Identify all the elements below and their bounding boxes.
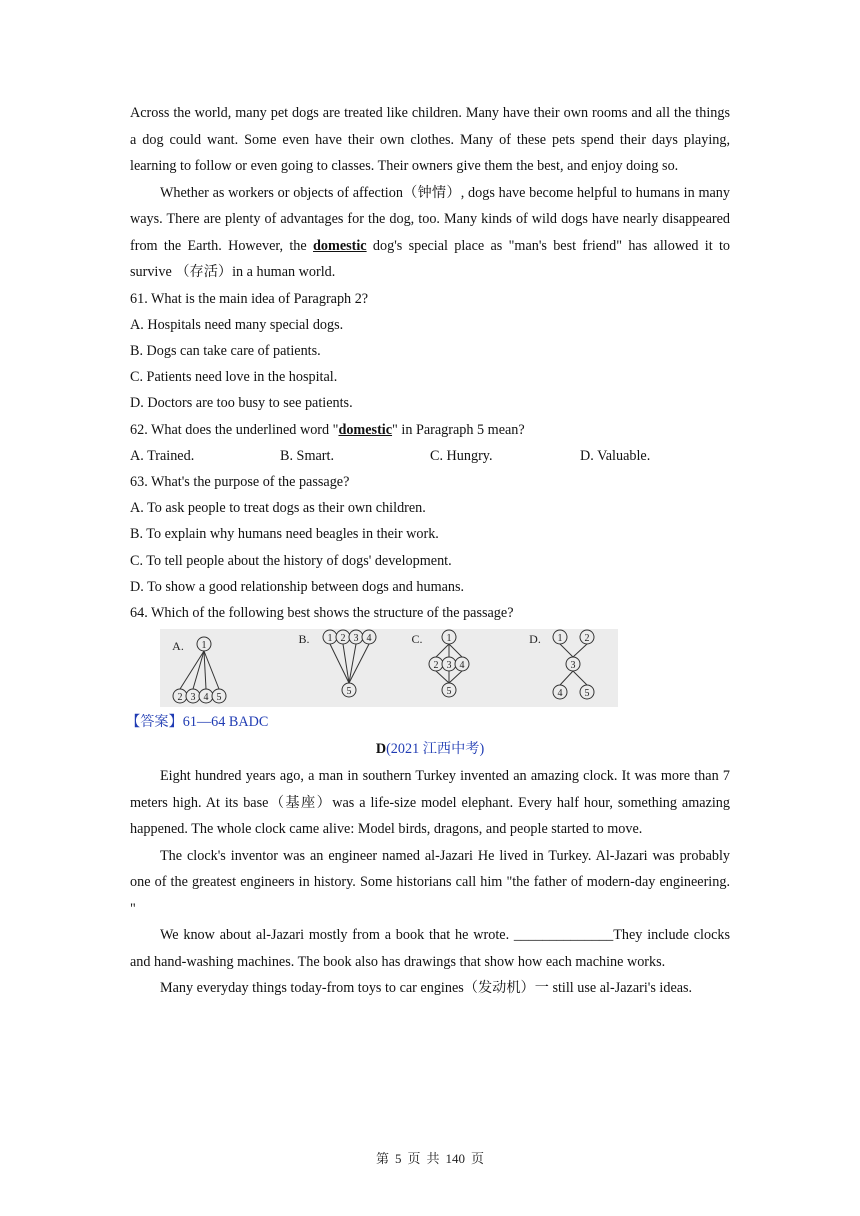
passage-d-paragraph-1: Eight hundred years ago, a man in southern Turkey invented an amazing clock. It was more than 7 meters high. At its base（基座）was a life-size model elephant. Every half hour, something amazing happened. The whole clock came alive: Model birds, dragons, and people started to move.: [130, 768, 730, 838]
svg-text:3: 3: [446, 660, 452, 672]
structure-diagram-image: [160, 629, 618, 707]
question-63-option-d: D. To show a good relationship between dogs and humans.: [130, 578, 465, 595]
question-62-option-d: D. Valuable.: [580, 447, 651, 464]
svg-text:3: 3: [353, 633, 359, 645]
question-61-option-c: C. Patients need love in the hospital.: [130, 369, 338, 386]
question-63-option-a: A. To ask people to treat dogs as their own children.: [130, 500, 426, 517]
paragraph-2-text-a: Whether as workers or objects of affection（钟情）, dogs have become helpful to humans in many ways. There are plenty of advantages for the dog, too. Many kinds of wild dogs have nearly disappeared from the Earth. However, the: [130, 184, 730, 254]
question-62-stem: [130, 417, 730, 443]
svg-text:1: 1: [327, 633, 333, 645]
svg-text:4: 4: [557, 688, 563, 700]
paragraph-1: Across the world, many pet dogs are treated like children. Many have their own rooms and all the things a dog could want. Some even have their own clothes. Many of these pets spend their days playing, learning to follow or even going to classes. Their owners give them the best, and enjoy doing so.: [130, 105, 730, 174]
paragraph-2: [130, 180, 730, 286]
svg-text:3: 3: [570, 660, 576, 672]
svg-text:4: 4: [203, 692, 209, 704]
question-63-option-c: C. To tell people about the history of dogs' development.: [130, 552, 452, 569]
svg-text:2: 2: [177, 692, 183, 704]
structure-diagram: [160, 629, 618, 707]
svg-text:5: 5: [446, 686, 452, 698]
question-63-stem: 63. What's the purpose of the passage?: [130, 473, 350, 490]
svg-text:5: 5: [216, 692, 222, 704]
question-61-stem: 61. What is the main idea of Paragraph 2?: [130, 290, 369, 307]
page-total: 140: [445, 1151, 466, 1166]
svg-text:5: 5: [584, 688, 590, 700]
question-62-stem-a: 62. What does the underlined word ": [130, 421, 339, 438]
diagram-label-c: C.: [411, 632, 423, 647]
question-61-option-d: D. Doctors are too busy to see patients.: [130, 395, 353, 412]
question-61-option-a: A. Hospitals need many special dogs.: [130, 316, 344, 333]
page-footer: 第 5 页 共 140 页: [375, 1151, 485, 1166]
section-letter: D: [375, 741, 387, 758]
question-62-options: [130, 443, 730, 469]
document-body: [126, 100, 730, 1002]
underlined-word-domestic: domestic: [313, 237, 367, 254]
svg-text:3: 3: [190, 692, 196, 704]
svg-text:1: 1: [201, 640, 207, 652]
question-62-option-b: B. Smart.: [280, 447, 334, 464]
question-62-stem-b: " in Paragraph 5 mean?: [392, 421, 525, 438]
passage-d-paragraph-4: Many everyday things today-from toys to car engines（发动机）一 still use al-Jazari's ideas.: [160, 980, 693, 997]
svg-text:2: 2: [584, 633, 590, 645]
question-61-option-b: B. Dogs can take care of patients.: [130, 342, 321, 359]
svg-text:2: 2: [433, 660, 439, 672]
question-62-option-c: C. Hungry.: [430, 447, 493, 464]
svg-text:1: 1: [446, 633, 452, 645]
diagram-label-d: D.: [529, 632, 541, 647]
question-62-underlined-word: domestic: [338, 421, 393, 438]
section-heading: [130, 735, 730, 763]
diagram-label-b: B.: [298, 632, 310, 647]
svg-text:5: 5: [346, 686, 352, 698]
svg-text:4: 4: [366, 633, 372, 645]
question-62-option-a: A. Trained.: [130, 447, 195, 464]
svg-text:4: 4: [459, 660, 465, 672]
svg-text:1: 1: [557, 633, 563, 645]
answer-line: 【答案】61—64 BADC: [126, 714, 269, 731]
diagram-label-a: A.: [172, 639, 184, 654]
page-number: 5: [394, 1151, 402, 1166]
passage-d-paragraph-2: The clock's inventor was an engineer named al-Jazari He lived in Turkey. Al-Jazari was probably one of the greatest engineers in history. Some historians call him "the father of modern-day engineering. ": [130, 847, 730, 917]
question-64-stem: 64. Which of the following best shows the structure of the passage?: [130, 604, 514, 621]
svg-text:2: 2: [340, 633, 346, 645]
paragraph-2-text-b: dog's special place as "man's best friend" has allowed it to survive （存活）in a human world.: [130, 237, 730, 280]
passage-d-paragraph-3: We know about al-Jazari mostly from a book that he wrote. ______________They include clocks and hand-washing machines. The book also has drawings that show how each machine works.: [130, 927, 730, 970]
question-63-option-b: B. To explain why humans need beagles in their work.: [130, 526, 439, 543]
section-source: (2021 江西中考): [386, 741, 485, 758]
